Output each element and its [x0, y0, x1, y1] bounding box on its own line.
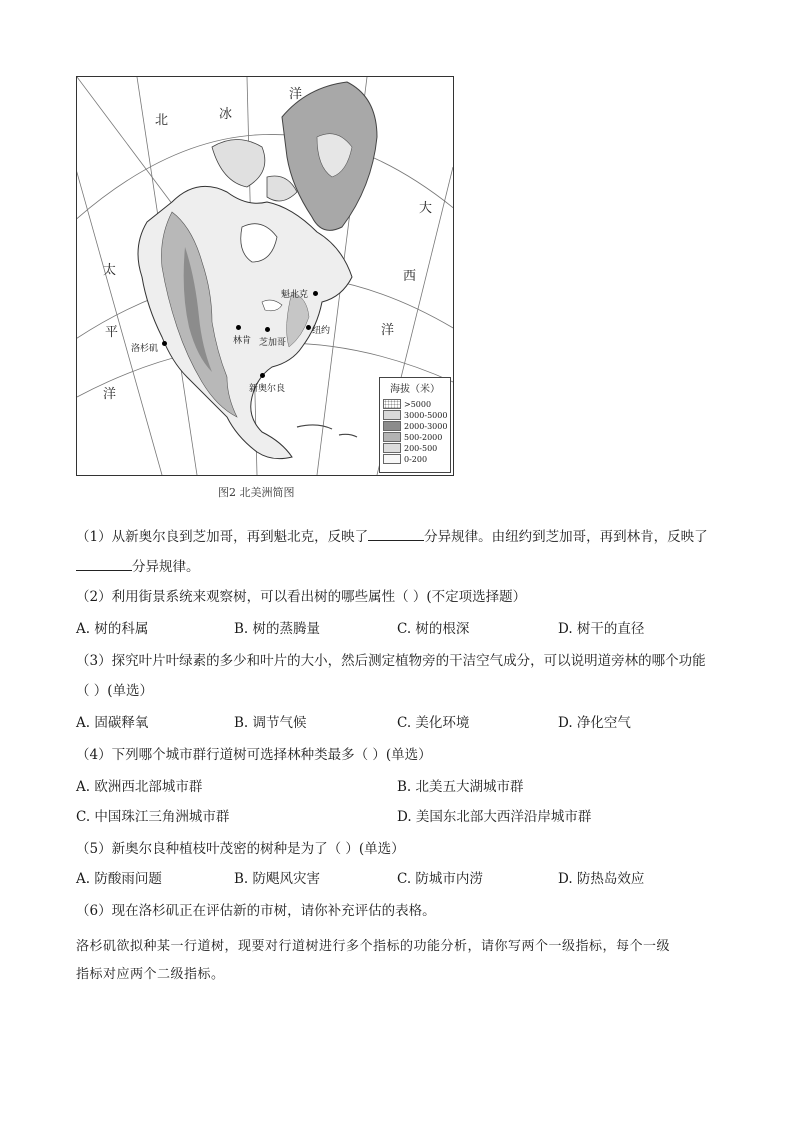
- city-label-neworleans: 新奥尔良: [249, 384, 286, 394]
- figure-caption: 图2 北美洲简图: [218, 486, 295, 499]
- question-3-stem: （ ）(单选）: [76, 683, 154, 699]
- question-1-line-1: [76, 526, 708, 546]
- city-label-losangeles: 洛杉矶: [131, 344, 159, 354]
- question-2-stem: （2）利用街景系统来观察树，可以看出树的哪些属性（ ）(不定项选择题）: [76, 589, 527, 605]
- option-d[interactable]: D. 美国东北部大西洋沿岸城市群: [397, 809, 592, 825]
- legend-label: 3000-5000: [404, 410, 448, 420]
- question-3-stem: （3）探究叶片叶绿素的多少和叶片的大小，然后测定植物旁的干洁空气成分，可以说明道旁林的哪个功能: [76, 653, 706, 669]
- option-b[interactable]: B. 防飓风灾害: [234, 871, 321, 887]
- north-america-map: [76, 76, 454, 476]
- task-note: 洛杉矶欲拟种某一行道树，现要对行道树进行多个指标的功能分析，请你写两个一级指标，每个一级: [76, 939, 671, 954]
- ocean-label: 西: [403, 269, 417, 284]
- legend-swatch: [383, 399, 401, 409]
- option-a[interactable]: A. 欧洲西北部城市群: [76, 779, 203, 795]
- option-b[interactable]: B. 北美五大湖城市群: [397, 779, 524, 795]
- answer-blank[interactable]: [76, 556, 132, 571]
- ocean-label: 冰: [219, 107, 233, 122]
- legend-label: 2000-3000: [404, 421, 448, 431]
- city-dot-neworleans: [260, 373, 265, 378]
- city-dot-chicago: [265, 327, 270, 332]
- legend-item: [383, 399, 450, 409]
- city-label-quebec: 魁北克: [281, 290, 309, 300]
- option-a[interactable]: A. 树的科属: [76, 621, 149, 637]
- legend-label: 0-200: [404, 454, 428, 464]
- legend-swatch: [383, 454, 401, 464]
- option-c[interactable]: C. 中国珠江三角洲城市群: [76, 809, 230, 825]
- option-a[interactable]: A. 固碳释氧: [76, 715, 149, 731]
- question-1-text: 分异规律。: [132, 559, 200, 575]
- legend-swatch: [383, 443, 401, 453]
- question-4-stem: （4）下列哪个城市群行道树可选择林种类最多（ ）(单选）: [76, 747, 432, 763]
- ocean-label: 平: [105, 325, 119, 340]
- question-1-line-2: [76, 556, 200, 576]
- ocean-label: 大: [419, 201, 433, 216]
- option-b[interactable]: B. 调节气候: [234, 715, 307, 731]
- option-c[interactable]: C. 防城市内涝: [397, 871, 483, 887]
- city-dot-quebec: [313, 291, 318, 296]
- option-a[interactable]: A. 防酸雨问题: [76, 871, 162, 887]
- ocean-label: 太: [103, 263, 117, 278]
- legend-item: [383, 443, 450, 453]
- ocean-label: 洋: [103, 387, 117, 402]
- legend-swatch: [383, 432, 401, 442]
- ocean-label: 洋: [289, 87, 303, 102]
- question-5-stem: （5）新奥尔良种植枝叶茂密的树种是为了（ ）(单选）: [76, 841, 405, 857]
- question-1-text: 分异规律。由纽约到芝加哥，再到林肯，反映了: [424, 529, 708, 545]
- elevation-legend: [379, 377, 451, 473]
- city-label-linken: 林肯: [233, 336, 252, 346]
- legend-item: [383, 454, 450, 464]
- legend-label: 500-2000: [404, 432, 443, 442]
- legend-label: 200-500: [404, 443, 438, 453]
- city-label-newyork: 纽约: [312, 326, 331, 336]
- ocean-label: 洋: [381, 323, 395, 338]
- legend-item: [383, 421, 450, 431]
- city-dot-losangeles: [162, 341, 167, 346]
- legend-item: [383, 410, 450, 420]
- task-note: 指标对应两个二级指标。: [76, 967, 225, 982]
- question-1-text: （1）从新奥尔良到芝加哥，再到魁北克，反映了: [76, 529, 369, 545]
- ocean-label: 北: [155, 113, 169, 128]
- option-c[interactable]: C. 美化环境: [397, 715, 470, 731]
- option-d[interactable]: D. 树干的直径: [558, 621, 645, 637]
- option-d[interactable]: D. 防热岛效应: [558, 871, 645, 887]
- question-6-stem: （6）现在洛杉矶正在评估新的市树，请你补充评估的表格。: [76, 903, 436, 919]
- legend-swatch: [383, 421, 401, 431]
- city-dot-linken: [236, 325, 241, 330]
- city-dot-newyork: [306, 325, 311, 330]
- legend-label: >5000: [404, 399, 432, 409]
- legend-swatch: [383, 410, 401, 420]
- city-label-chicago: 芝加哥: [259, 338, 287, 348]
- option-d[interactable]: D. 净化空气: [558, 715, 631, 731]
- answer-blank[interactable]: [368, 526, 424, 541]
- legend-item: [383, 432, 450, 442]
- option-b[interactable]: B. 树的蒸腾量: [234, 621, 321, 637]
- option-c[interactable]: C. 树的根深: [397, 621, 470, 637]
- legend-title: 海拔（米）: [390, 384, 440, 395]
